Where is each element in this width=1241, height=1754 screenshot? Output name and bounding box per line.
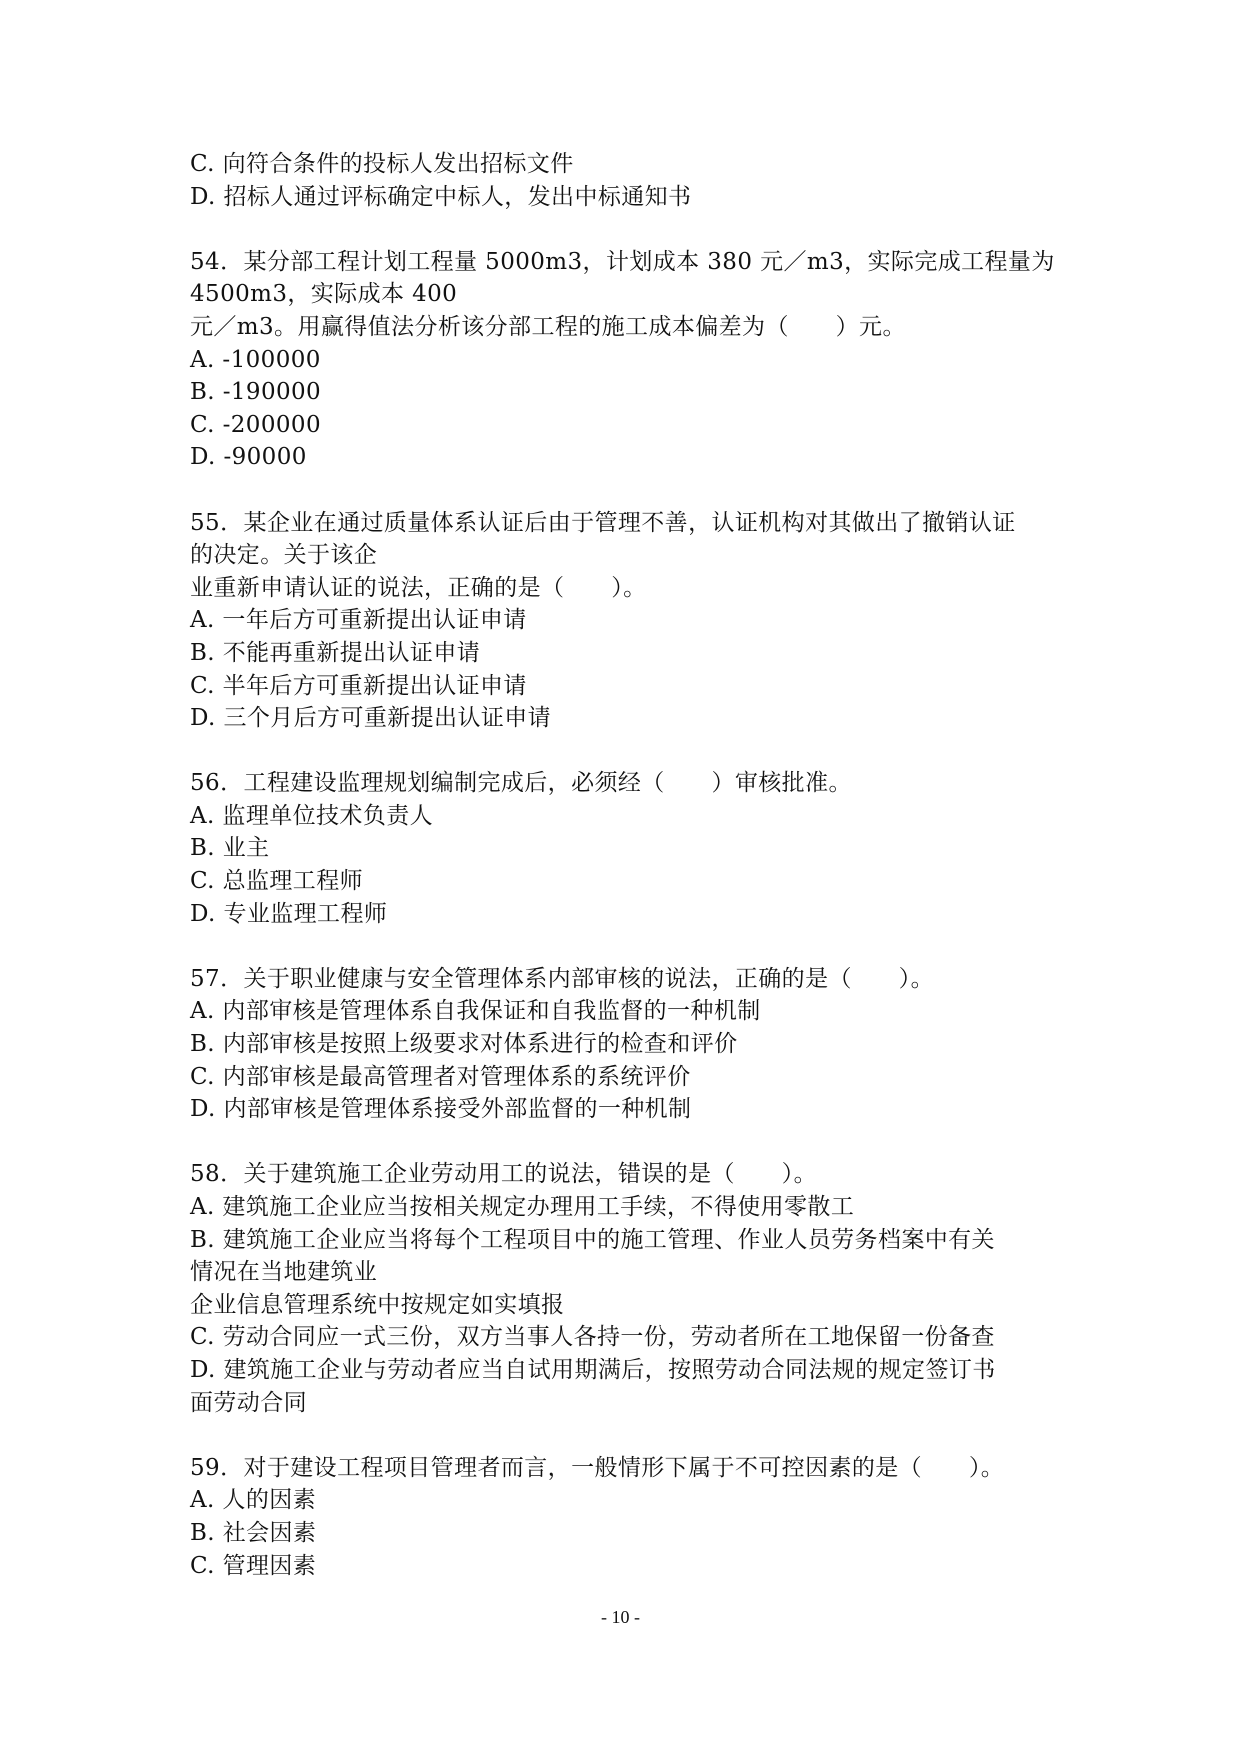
option-a: A. -100000 (190, 346, 321, 373)
option-b: B. 内部审核是按照上级要求对体系进行的检查和评价 (190, 1031, 738, 1058)
question-stem: 的决定。关于该企 (190, 542, 378, 569)
option-d-continued: 面劳动合同 (190, 1389, 307, 1416)
option-b: B. 不能再重新提出认证申请 (190, 639, 481, 666)
option-c: C. 管理因素 (190, 1552, 317, 1579)
option-b: B. 建筑施工企业应当将每个工程项目中的施工管理、作业人员劳务档案中有关 (190, 1226, 995, 1253)
option-d: D. 内部审核是管理体系接受外部监督的一种机制 (190, 1096, 692, 1123)
question-59 (190, 1452, 1070, 1582)
question-stem: 55．某企业在通过质量体系认证后由于管理不善，认证机构对其做出了撤销认证 (190, 509, 1016, 536)
question-stem: 56．工程建设监理规划编制完成后，必须经（ ）审核批准。 (190, 770, 852, 797)
option-a: A. 内部审核是管理体系自我保证和自我监督的一种机制 (190, 998, 761, 1025)
option-d: D. 建筑施工企业与劳动者应当自试用期满后，按照劳动合同法规的规定签订书 (190, 1356, 996, 1383)
option-d: D. 三个月后方可重新提出认证申请 (190, 705, 552, 732)
option-b: B. 社会因素 (190, 1519, 317, 1546)
option-c: C. 劳动合同应一式三份，双方当事人各持一份，劳动者所在工地保留一份备查 (190, 1324, 995, 1351)
option-c: C. 向符合条件的投标人发出招标文件 (190, 151, 574, 177)
spacer (190, 474, 1070, 507)
question-stem: 4500m3，实际成本 400 (190, 281, 458, 308)
option-c: C. 半年后方可重新提出认证申请 (190, 672, 527, 699)
option-a: A. 人的因素 (190, 1487, 317, 1514)
option-a: A. 监理单位技术负责人 (190, 802, 434, 829)
option-d: D. -90000 (190, 444, 307, 471)
page-number: - 10 - (601, 1607, 640, 1627)
question-58 (190, 1158, 1070, 1419)
document-page (190, 148, 1070, 1582)
question-56 (190, 767, 1070, 930)
question-stem: 58．关于建筑施工企业劳动用工的说法，错误的是（ ）。 (190, 1161, 817, 1188)
question-stem: 57．关于职业健康与安全管理体系内部审核的说法，正确的是（ ）。 (190, 965, 934, 992)
spacer (190, 1126, 1070, 1159)
option-b: B. 业主 (190, 835, 270, 862)
option-b: B. -190000 (190, 379, 322, 406)
question-stem: 59．对于建设工程项目管理者而言，一般情形下属于不可控因素的是（ ）。 (190, 1454, 1005, 1481)
option-a: A. 一年后方可重新提出认证申请 (190, 607, 527, 634)
spacer (190, 735, 1070, 768)
option-c: C. 总监理工程师 (190, 868, 364, 895)
option-c: C. -200000 (190, 411, 321, 438)
option-b-continued: 企业信息管理系统中按规定如实填报 (190, 1291, 565, 1318)
question-57 (190, 963, 1070, 1126)
question-53-tail (190, 148, 1070, 213)
question-stem: 元／m3。用赢得值法分析该分部工程的施工成本偏差为（ ）元。 (190, 313, 906, 340)
option-c: C. 内部审核是最高管理者对管理体系的系统评价 (190, 1063, 691, 1090)
spacer (190, 213, 1070, 246)
question-54 (190, 246, 1070, 474)
question-55 (190, 507, 1070, 735)
spacer (190, 1419, 1070, 1452)
option-a: A. 建筑施工企业应当按相关规定办理用工手续，不得使用零散工 (190, 1194, 855, 1220)
option-d: D. 招标人通过评标确定中标人，发出中标通知书 (190, 183, 692, 210)
question-stem: 54．某分部工程计划工程量 5000m3，计划成本 380 元／m3，实际完成工程量为 (190, 248, 1055, 275)
question-stem: 业重新申请认证的说法，正确的是（ ）。 (190, 574, 647, 601)
spacer (190, 930, 1070, 963)
option-d: D. 专业监理工程师 (190, 900, 388, 927)
option-b-continued: 情况在当地建筑业 (190, 1259, 378, 1286)
